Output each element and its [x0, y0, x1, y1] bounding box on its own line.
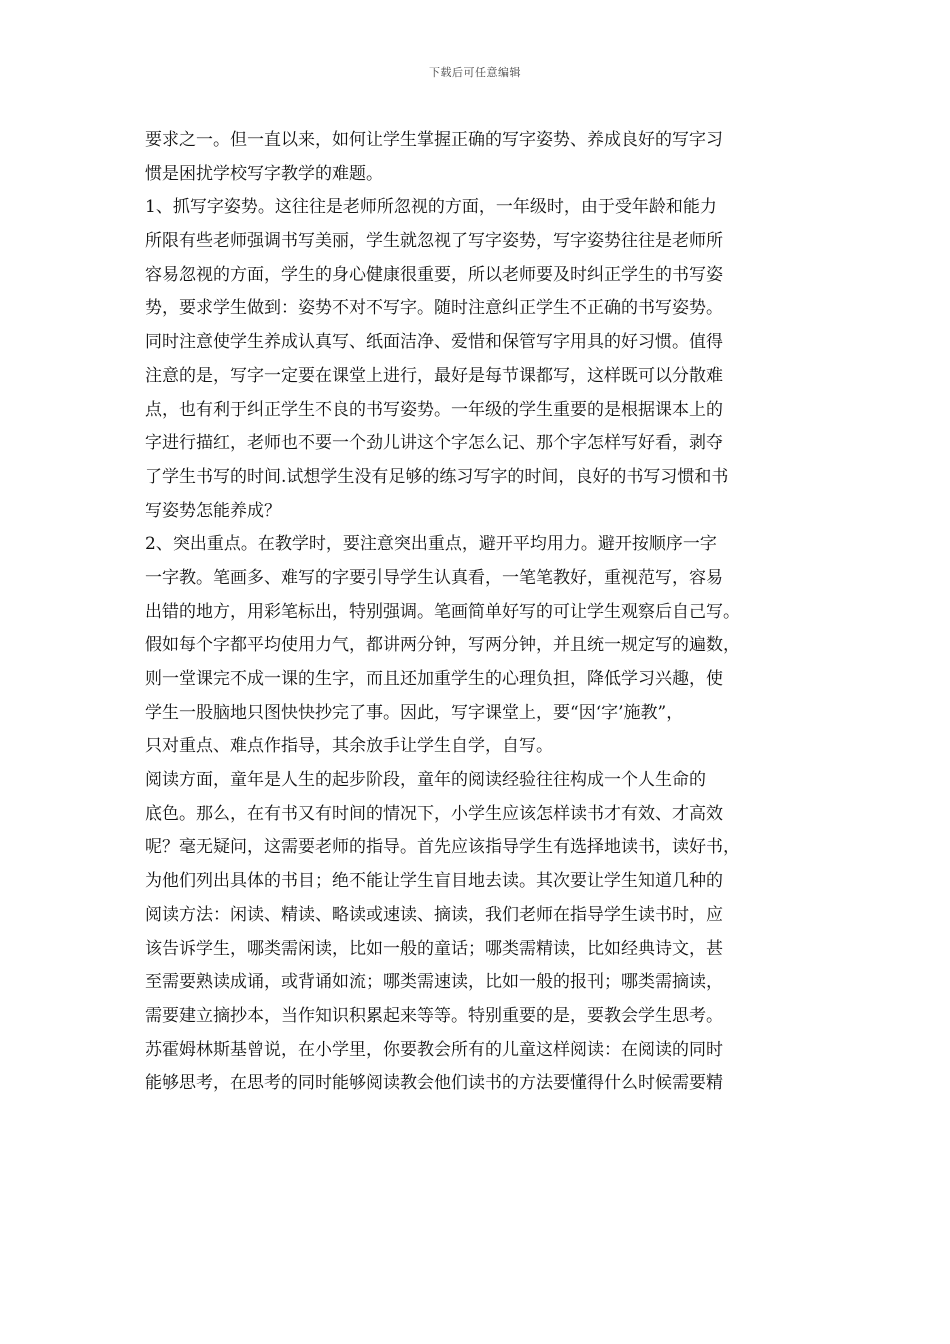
text-line: 注意的是，写字一定要在课堂上进行，最好是每节课都写，这样既可以分散难 — [145, 365, 723, 386]
text-line: 需要建立摘抄本，当作知识积累起来等等。特别重要的是，要教会学生思考。 — [145, 1005, 723, 1026]
text-line: 呢？毫无疑问，这需要老师的指导。首先应该指导学生有选择地读书，读好书， — [145, 837, 740, 858]
text-line: 点，也有利于纠正学生不良的书写姿势。一年级的学生重要的是根据课本上的 — [145, 399, 723, 420]
text-line: 底色。那么，在有书又有时间的情况下，小学生应该怎样读书才有效、才高效 — [145, 803, 723, 824]
text-line: 2、突出重点。在教学时，要注意突出重点，避开平均用力。避开按顺序一字 — [145, 534, 717, 555]
text-line: 苏霍姆林斯基曾说，在小学里，你要教会所有的儿童这样阅读：在阅读的同时 — [145, 1039, 723, 1060]
text-line: 假如每个字都平均使用力气，都讲两分钟，写两分钟，并且统一规定写的遍数， — [145, 635, 740, 656]
text-line: 则一堂课完不成一课的生字，而且还加重学生的心理负担，降低学习兴趣，使 — [145, 669, 723, 689]
text-line: 同时注意使学生养成认真写、纸面洁净、爱惜和保管写字用具的好习惯。值得 — [145, 332, 723, 353]
text-line: 该告诉学生，哪类需闲读，比如一般的童话；哪类需精读，比如经典诗文，甚 — [145, 938, 723, 959]
text-line: 字进行描红，老师也不要一个劲儿讲这个字怎么记、那个字怎样写好看，剥夺 — [145, 433, 723, 454]
text-line: 了学生书写的时间.试想学生没有足够的练习写字的时间，良好的书写习惯和书 — [145, 466, 729, 487]
text-line: 势，要求学生做到：姿势不对不写字。随时注意纠正学生不正确的书写姿势。 — [145, 298, 723, 319]
text-line: 所限有些老师强调书写美丽，学生就忽视了写字姿势，写字姿势往往是老师所 — [145, 231, 723, 252]
page-header: 下载后可任意编辑 — [429, 66, 521, 79]
text-line: 能够思考，在思考的同时能够阅读教会他们读书的方法要懂得什么时候需要精 — [145, 1073, 723, 1094]
text-line: 容易忽视的方面，学生的身心健康很重要，所以老师要及时纠正学生的书写姿 — [145, 264, 723, 285]
text-line: 写姿势怎能养成？ — [145, 500, 281, 521]
text-line: 要求之一。但一直以来，如何让学生掌握正确的写字姿势、养成良好的写字习 — [145, 130, 723, 150]
text-line: 为他们列出具体的书目；绝不能让学生盲目地去读。其次要让学生知道几种的 — [145, 871, 723, 892]
text-line: 一字教。笔画多、难写的字要引导学生认真看，一笔笔教好，重视范写，容易 — [145, 567, 723, 588]
text-line: 阅读方面，童年是人生的起步阶段，童年的阅读经验往往构成一个人生命的 — [145, 770, 706, 791]
text-line: 阅读方法：闲读、精读、略读或速读、摘读，我们老师在指导学生读书时，应 — [145, 904, 723, 925]
text-line: 1、抓写字姿势。这往往是老师所忽视的方面，一年级时，由于受年龄和能力 — [145, 197, 717, 218]
text-line: 出错的地方，用彩笔标出，特别强调。笔画简单好写的可让学生观察后自己写。 — [145, 601, 740, 622]
text-line: 惯是困扰学校写字教学的难题。 — [145, 163, 383, 184]
text-line: 至需要熟读成诵，或背诵如流；哪类需速读，比如一般的报刊；哪类需摘读， — [145, 972, 723, 993]
document-body — [145, 124, 821, 1101]
text-line: 学生一股脑地只图快快抄完了事。因此，写字课堂上，要“因‘字’施教”， — [145, 702, 684, 723]
text-line: 只对重点、难点作指导，其余放手让学生自学，自写。 — [145, 736, 553, 757]
